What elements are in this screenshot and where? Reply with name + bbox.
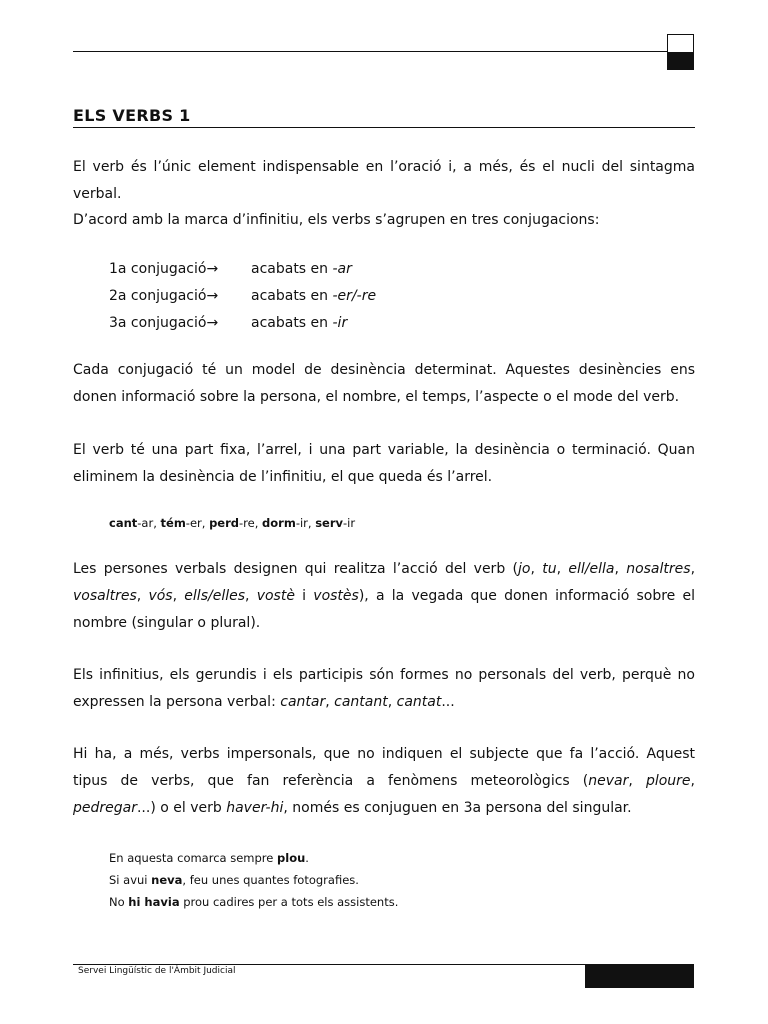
persons-intro: Les persones verbals designen qui realitza l’acció del verb ( xyxy=(73,561,518,577)
root-examples xyxy=(109,512,355,534)
root-example-ending: -ir xyxy=(295,516,308,530)
example-text: , feu unes quantes fotografies. xyxy=(182,873,359,887)
separator: , xyxy=(307,516,316,530)
impersonal-text: , només es conjuguen en 3a persona del singular. xyxy=(283,800,632,816)
person-item: ell/ella xyxy=(568,561,615,577)
root-example-root: cant xyxy=(109,516,138,530)
person-item: jo xyxy=(517,561,531,577)
impersonal-ellipsis: ... xyxy=(136,800,151,816)
paragraph-intro: El verb és l’únic element indispensable en l’oració i, a més, és el nucli del sintagma verbal. xyxy=(73,159,695,202)
conjugation-ending: -ir xyxy=(332,315,348,331)
person-item: tu xyxy=(542,561,557,577)
separator: , xyxy=(254,516,263,530)
conjugation-3 xyxy=(109,310,347,337)
separator: , xyxy=(201,516,210,530)
conjugation-label: 3a conjugació→ xyxy=(109,315,219,331)
example-verb: hi havia xyxy=(128,895,180,909)
example-sentence xyxy=(109,847,309,869)
conjugation-prefix: acabats en xyxy=(251,288,333,304)
footer-bar xyxy=(585,964,694,988)
paragraph-persons: Les persones verbals designen qui realitza l’acció del verb (jo, tu, ell/ella, nosaltres, vosaltres, vós, ells/elles, vostè i vostès), a la vegada que donen informació sobre el nombre (singular o plural). xyxy=(73,561,696,631)
impersonal-verb: haver-hi xyxy=(226,800,284,816)
paragraph-conjugations-intro: D’acord amb la marca d’infinitiu, els verbs s’agrupen en tres conjugacions: xyxy=(73,212,600,228)
person-item: vosaltres xyxy=(73,588,137,604)
example-verb: neva xyxy=(151,873,183,887)
root-example-ending: -re xyxy=(239,516,255,530)
page-title: ELS VERBS 1 xyxy=(73,106,191,125)
root-example-ending: -ir xyxy=(343,516,356,530)
example-verb: plou xyxy=(277,851,306,865)
example-text: Si avui xyxy=(109,873,152,887)
separator: , xyxy=(153,516,161,530)
title-underline xyxy=(73,127,695,128)
example-sentence xyxy=(109,869,359,891)
root-example-root: tém xyxy=(160,516,186,530)
header-corner-box xyxy=(667,34,694,70)
example-text: prou cadires per a tots els assistents. xyxy=(179,895,399,909)
impersonal-example: pedregar xyxy=(73,800,137,816)
impersonal-example: ploure xyxy=(645,773,691,789)
conjugation-label: 2a conjugació→ xyxy=(109,288,219,304)
nonpersonal-text: Els infinitius, els gerundis i els participis són formes no personals del verb, perquè no expressen la persona verbal: xyxy=(73,667,695,710)
conjugation-prefix: acabats en xyxy=(251,315,333,331)
person-item: vostès xyxy=(313,588,359,604)
root-example-ending: -ar xyxy=(137,516,154,530)
nonpersonal-example: cantar xyxy=(280,694,326,710)
example-text: . xyxy=(305,851,309,865)
paragraph-root: El verb té una part fixa, l’arrel, i una part variable, la desinència o terminació. Quan eliminem la desinència de l’infinitiu, el que queda és l’arrel. xyxy=(73,442,695,485)
paragraph-impersonal: Hi ha, a més, verbs impersonals, que no indiquen el subjecte que fa l’acció. Aquest tipus de verbs, que fan referència a fenòmens meteorològics (nevar, ploure, pedregar...) o el verb haver-hi, només es conjuguen en 3a persona del singular. xyxy=(73,746,695,816)
root-example-ending: -er xyxy=(185,516,202,530)
person-item: ells/elles xyxy=(184,588,245,604)
person-item: vós xyxy=(148,588,173,604)
root-example-root: serv xyxy=(315,516,344,530)
conjugation-ending: -er/-re xyxy=(332,288,377,304)
paragraph-desinence: Cada conjugació té un model de desinència determinat. Aquestes desinències ens donen informació sobre la persona, el nombre, el temps, l’aspecte o el mode del verb. xyxy=(73,362,695,405)
conjugation-prefix: acabats en xyxy=(251,261,333,277)
nonpersonal-ellipsis: ... xyxy=(441,694,455,710)
header-rule xyxy=(73,51,668,52)
footer-rule xyxy=(73,964,585,965)
impersonal-text: ) o el verb xyxy=(150,800,227,816)
example-text: No xyxy=(109,895,129,909)
person-item: vostè xyxy=(256,588,295,604)
root-example-root: dorm xyxy=(262,516,296,530)
person-item: nosaltres xyxy=(626,561,691,577)
paragraph-nonpersonal: Els infinitius, els gerundis i els participis són formes no personals del verb, perquè no expressen la persona verbal: cantar, cantant, cantat... xyxy=(73,667,695,710)
nonpersonal-example: cantat xyxy=(396,694,442,710)
example-sentence xyxy=(109,891,398,913)
conjugation-2 xyxy=(109,283,376,310)
conjugation-label: 1a conjugació→ xyxy=(109,261,219,277)
impersonal-example: nevar xyxy=(588,773,629,789)
impersonal-text: Hi ha, a més, verbs impersonals, que no indiquen el subjecte que fa l’acció. Aquest tipus de verbs, que fan referència a fenòmens meteorològics ( xyxy=(73,746,695,789)
header-corner-fill xyxy=(668,52,693,69)
persons-outro: ), a la vegada que donen informació sobre el nombre (singular o plural). xyxy=(73,588,696,631)
nonpersonal-example: cantant xyxy=(334,694,388,710)
conjugation-1 xyxy=(109,256,352,283)
footer-text: Servei Lingüístic de l'Àmbit Judicial xyxy=(78,966,236,976)
example-text: En aquesta comarca sempre xyxy=(109,851,278,865)
root-example-root: perd xyxy=(209,516,239,530)
conjugation-ending: -ar xyxy=(332,261,352,277)
persons-conjunction: i xyxy=(294,588,314,604)
